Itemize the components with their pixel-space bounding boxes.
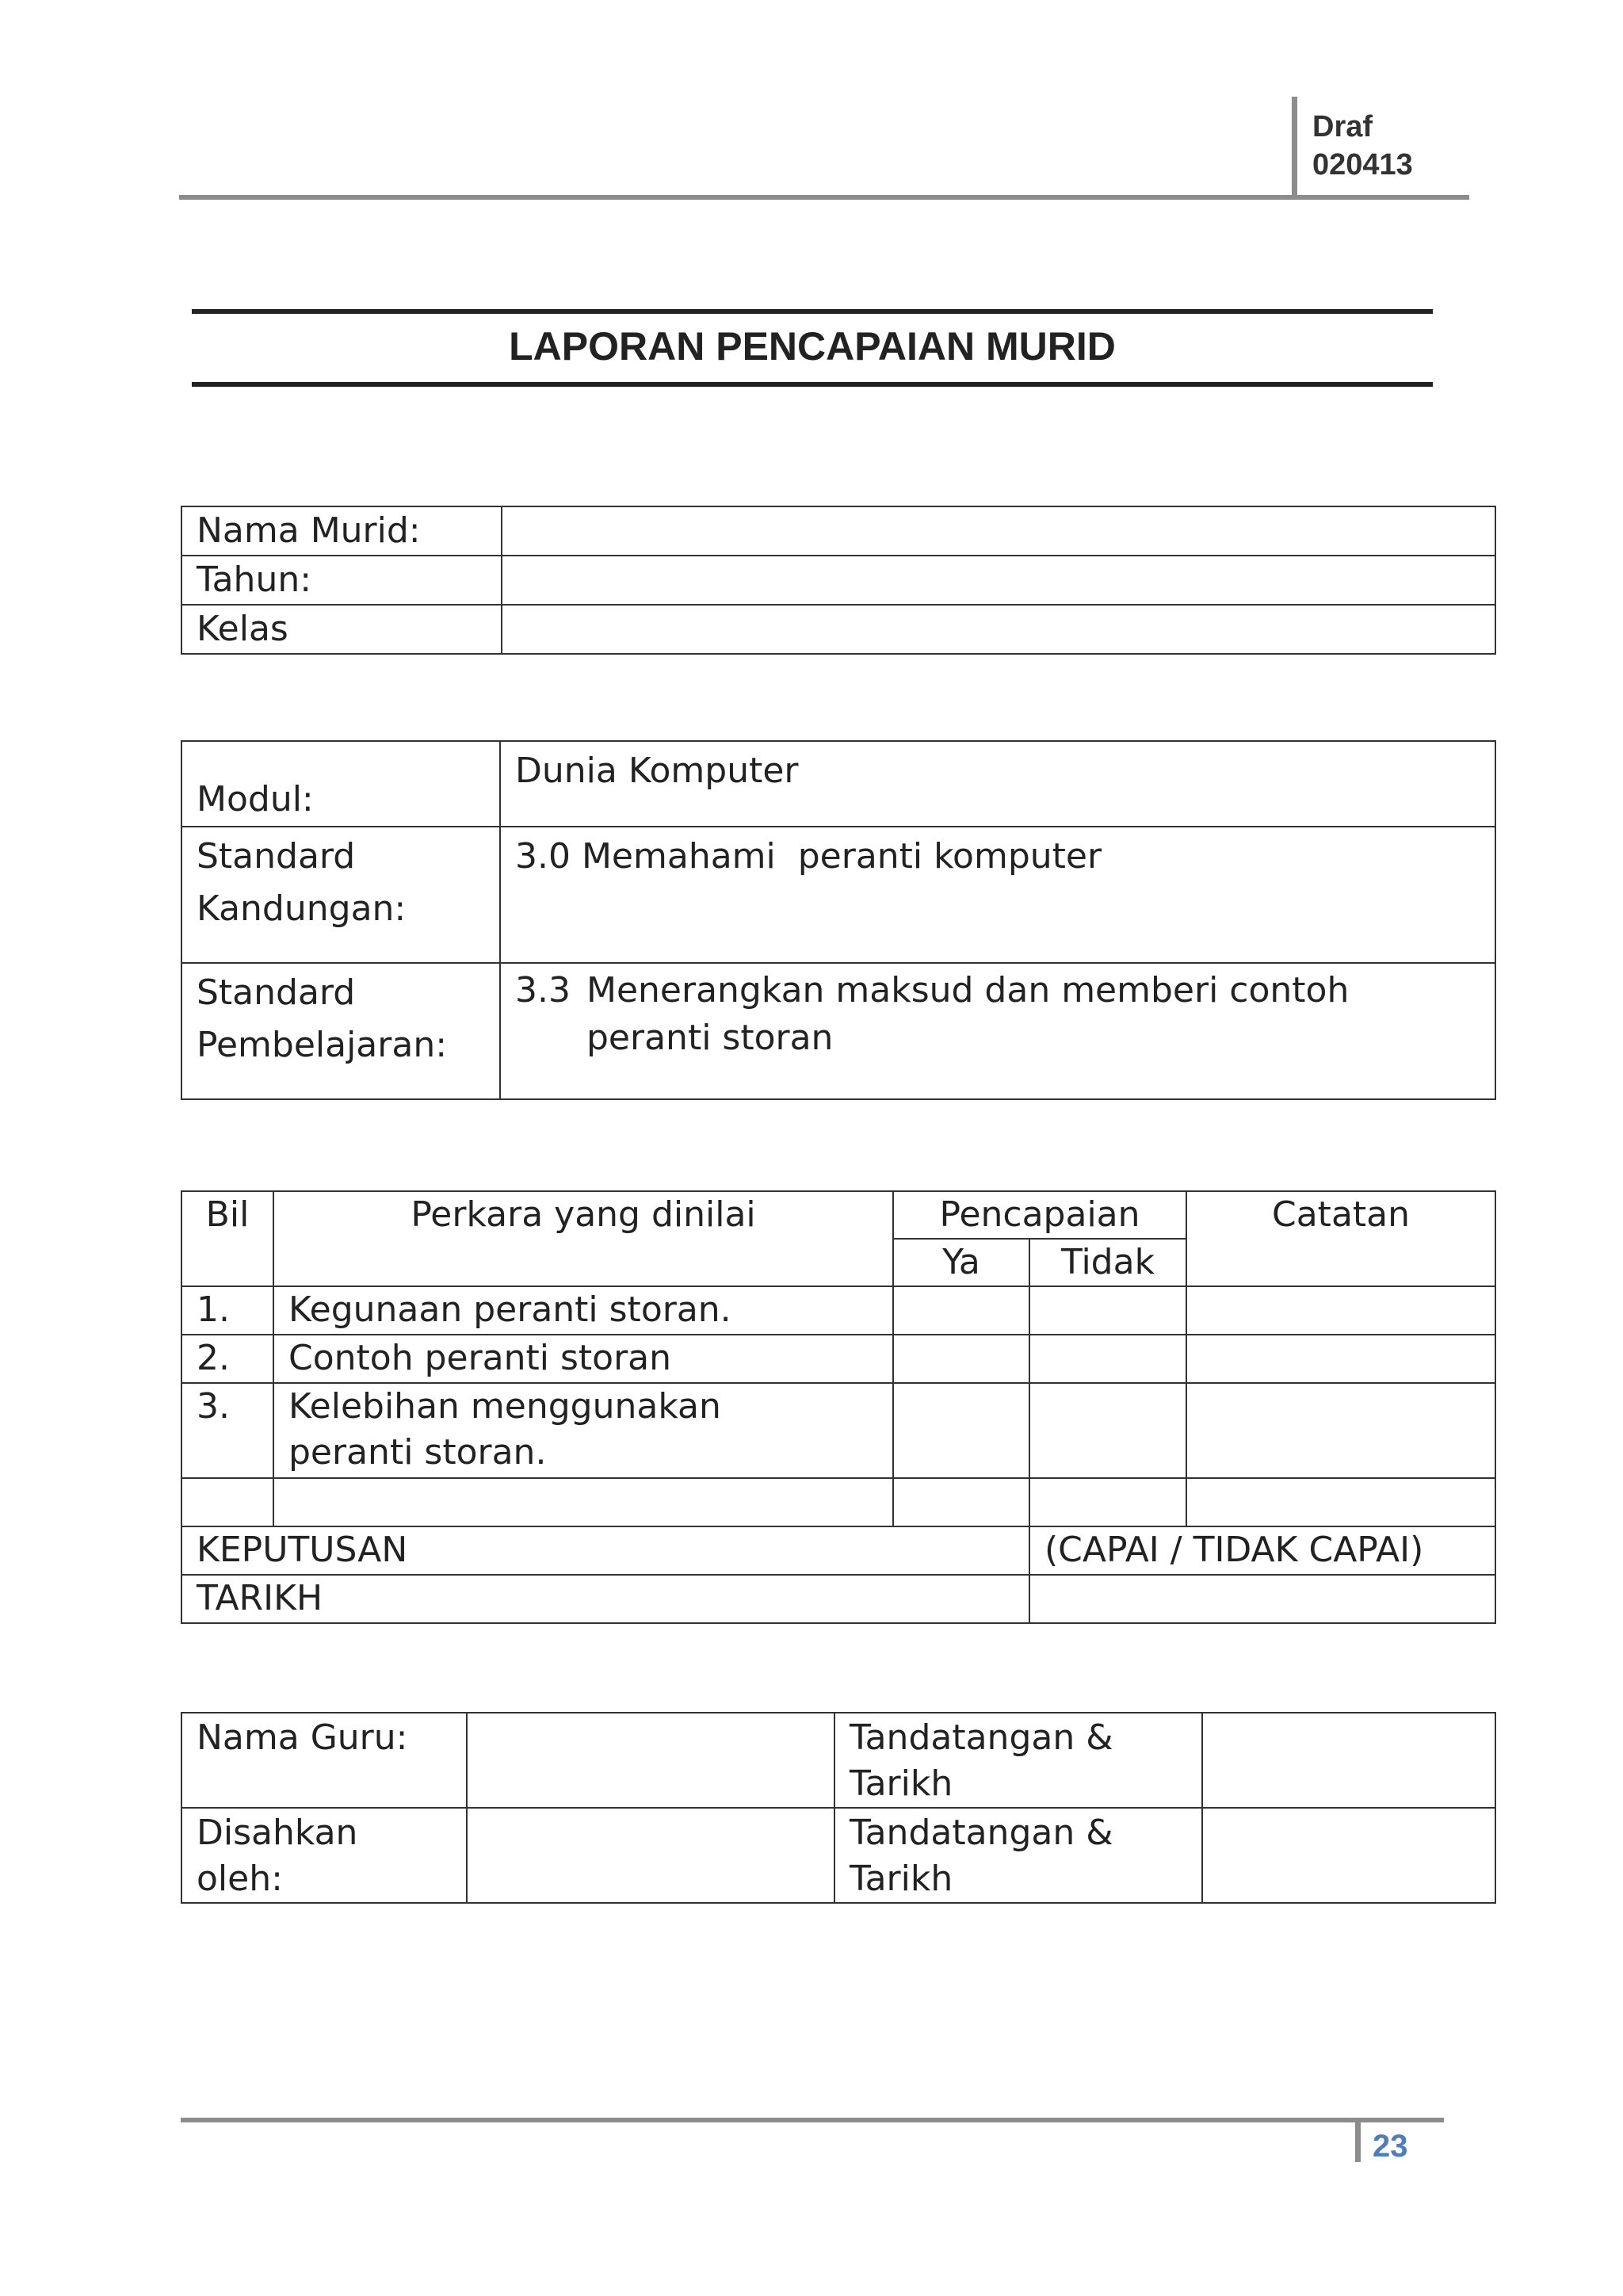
- verified-by-label-line2: oleh:: [197, 1859, 283, 1899]
- module-label-cell: [181, 741, 500, 827]
- signature-table: [181, 1712, 1496, 1904]
- row-item: Kegunaan peranti storan.: [273, 1286, 893, 1335]
- col-header-catatan: Catatan: [1186, 1191, 1495, 1286]
- table-row: [181, 963, 1495, 1099]
- row-item: Contoh peranti storan: [273, 1335, 893, 1383]
- empty-cell[interactable]: [1186, 1478, 1495, 1526]
- empty-cell[interactable]: [273, 1478, 893, 1526]
- module-table: [181, 740, 1496, 1100]
- keputusan-value[interactable]: (CAPAI / TIDAK CAPAI): [1029, 1526, 1495, 1575]
- module-value: Dunia Komputer: [500, 741, 1495, 827]
- class-field[interactable]: [502, 605, 1495, 654]
- tidak-cell[interactable]: [1029, 1335, 1186, 1383]
- content-standard-label-line2: Kandungan:: [197, 888, 407, 929]
- table-row: [181, 1478, 1495, 1526]
- table-row: [181, 1526, 1495, 1575]
- signature-date-label: [834, 1808, 1202, 1903]
- table-row: [181, 1383, 1495, 1478]
- row-number: 1.: [181, 1286, 273, 1335]
- verified-by-label: [181, 1808, 467, 1903]
- table-row: [181, 1575, 1495, 1623]
- tarikh-label: TARIKH: [181, 1575, 1029, 1623]
- row-item: [273, 1383, 893, 1478]
- tidak-cell[interactable]: [1029, 1286, 1186, 1335]
- student-info-table: [181, 506, 1496, 655]
- content-standard-label: [181, 827, 500, 963]
- table-header-row: [181, 1191, 1495, 1239]
- student-name-field[interactable]: [502, 506, 1495, 556]
- learning-standard-number: 3.3: [515, 970, 571, 1010]
- signature-label-line2: Tarikh: [850, 1763, 953, 1804]
- learning-standard-label-line1: Standard: [197, 972, 356, 1013]
- catatan-cell[interactable]: [1186, 1286, 1495, 1335]
- signature-label-line1: Tandatangan &: [850, 1717, 1113, 1758]
- draft-label: Draf: [1312, 110, 1373, 143]
- learning-standard-value: [500, 963, 1495, 1099]
- table-row: [181, 1713, 1495, 1808]
- col-header-pencapaian: Pencapaian: [893, 1191, 1186, 1239]
- table-row: [181, 1286, 1495, 1335]
- learning-standard-text-line2: peranti storan: [586, 1018, 834, 1058]
- row-item-line1: Kelebihan menggunakan: [288, 1386, 721, 1427]
- header-rule: [179, 195, 1469, 200]
- table-row: [181, 506, 1495, 556]
- verifier-name-field[interactable]: [467, 1808, 834, 1903]
- content-standard-value: 3.0 Memahami peranti komputer: [500, 827, 1495, 963]
- learning-standard-label-line2: Pembelajaran:: [197, 1025, 448, 1065]
- empty-cell[interactable]: [893, 1478, 1029, 1526]
- table-row: [181, 1335, 1495, 1383]
- empty-cell[interactable]: [1029, 1478, 1186, 1526]
- header-divider: [1292, 97, 1297, 198]
- teacher-name-field[interactable]: [467, 1713, 834, 1808]
- catatan-cell[interactable]: [1186, 1383, 1495, 1478]
- row-number: 2.: [181, 1335, 273, 1383]
- teacher-name-label: Nama Guru:: [181, 1713, 467, 1808]
- footer-rule: [181, 2118, 1444, 2122]
- draft-code: 020413: [1312, 148, 1413, 181]
- table-row: [181, 741, 1495, 827]
- tarikh-field[interactable]: [1029, 1575, 1495, 1623]
- title-rule-bottom: [192, 382, 1433, 387]
- learning-standard-label: [181, 963, 500, 1099]
- row-number: 3.: [181, 1383, 273, 1478]
- year-field[interactable]: [502, 556, 1495, 605]
- page-number: 23: [1373, 2129, 1408, 2164]
- catatan-cell[interactable]: [1186, 1335, 1495, 1383]
- table-row: [181, 1808, 1495, 1903]
- tidak-cell[interactable]: [1029, 1383, 1186, 1478]
- ya-cell[interactable]: [893, 1383, 1029, 1478]
- col-header-tidak: Tidak: [1029, 1239, 1186, 1286]
- ya-cell[interactable]: [893, 1286, 1029, 1335]
- keputusan-label: KEPUTUSAN: [181, 1526, 1029, 1575]
- verifier-signature-field[interactable]: [1202, 1808, 1495, 1903]
- signature-label-line1: Tandatangan &: [850, 1813, 1113, 1853]
- col-header-perkara: Perkara yang dinilai: [273, 1191, 893, 1286]
- empty-cell[interactable]: [181, 1478, 273, 1526]
- footer-divider: [1355, 2121, 1361, 2162]
- content-standard-label-line1: Standard: [197, 836, 356, 877]
- module-label: Modul:: [197, 779, 314, 819]
- table-row: [181, 827, 1495, 963]
- row-item-line2: peranti storan.: [288, 1432, 547, 1473]
- learning-standard-text-line1: Menerangkan maksud dan memberi contoh: [586, 970, 1350, 1010]
- year-label: Tahun:: [181, 556, 502, 605]
- class-label: Kelas: [181, 605, 502, 654]
- student-name-label: Nama Murid:: [181, 506, 502, 556]
- verified-by-label-line1: Disahkan: [197, 1813, 358, 1853]
- ya-cell[interactable]: [893, 1335, 1029, 1383]
- teacher-signature-field[interactable]: [1202, 1713, 1495, 1808]
- draft-stamp: [1312, 108, 1413, 184]
- page-title: LAPORAN PENCAPAIAN MURID: [509, 324, 1116, 369]
- table-row: [181, 556, 1495, 605]
- title-rule-top: [192, 309, 1433, 314]
- signature-date-label: [834, 1713, 1202, 1808]
- signature-label-line2: Tarikh: [850, 1859, 953, 1899]
- table-row: [181, 605, 1495, 654]
- assessment-table: [181, 1190, 1496, 1624]
- col-header-bil: Bil: [181, 1191, 273, 1286]
- col-header-ya: Ya: [893, 1239, 1029, 1286]
